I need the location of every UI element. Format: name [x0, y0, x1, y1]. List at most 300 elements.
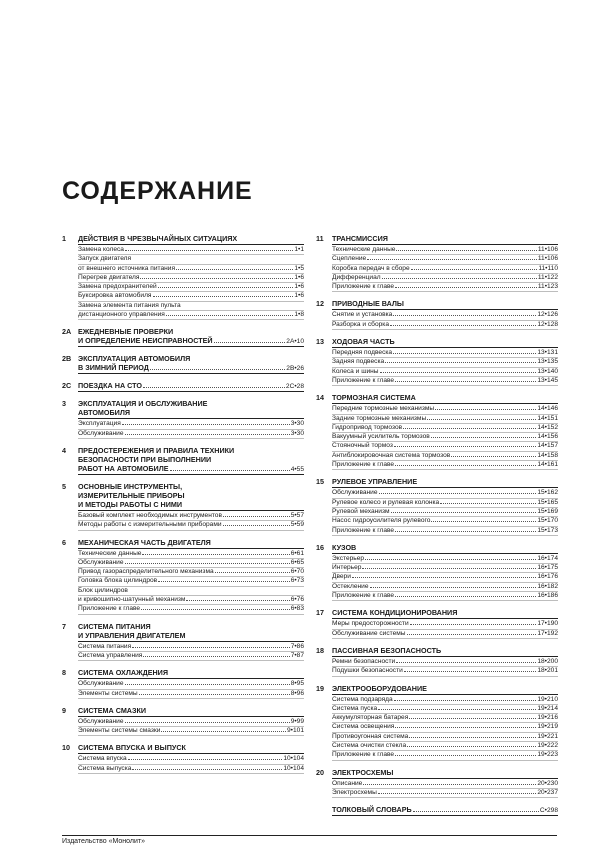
dot-leader	[394, 446, 536, 447]
section-number: 15	[316, 477, 324, 487]
toc-entry	[332, 789, 558, 798]
toc-entry-page: 18•200	[537, 657, 558, 665]
toc-section	[62, 538, 304, 615]
toc-entry-label: Рулевой механизм	[332, 507, 390, 515]
section-heading-line: СИСТЕМА КОНДИЦИОНИРОВАНИЯ	[332, 608, 458, 618]
toc-entry-page: 15•173	[537, 526, 558, 534]
toc-entry-label: Противоугонная система	[332, 732, 409, 740]
dot-leader	[166, 315, 293, 316]
section-heading	[78, 668, 304, 679]
dot-leader	[125, 250, 293, 251]
toc-entry	[78, 718, 304, 727]
section-number: 10	[62, 743, 70, 753]
toc-entry-label: Элементы системы смазки	[78, 727, 161, 735]
toc-entry	[332, 564, 558, 573]
toc-entry-page: 11•110	[538, 264, 558, 272]
section-heading-line: БЕЗОПАСНОСТИ ПРИ ВЫПОЛНЕНИИ	[78, 454, 212, 464]
section-heading-line: ЭКСПЛУАТАЦИЯ АВТОМОБИЛЯ	[78, 354, 191, 364]
toc-entry	[332, 349, 558, 358]
toc-entry-label: Разборка и сборка	[332, 320, 389, 328]
page-title: СОДЕРЖАНИЕ	[62, 177, 253, 205]
section-heading-line: ДЕЙСТВИЯ В ЧРЕЗВЫЧАЙНЫХ СИТУАЦИЯХ	[78, 234, 238, 243]
toc-entry	[78, 430, 304, 439]
toc-entry-page: 1•6	[294, 292, 304, 300]
toc-entry-page: 19•216	[537, 714, 558, 722]
section-heading	[78, 622, 304, 642]
toc-section	[62, 743, 304, 774]
dot-leader	[395, 755, 536, 756]
toc-entry-page: 6•76	[290, 596, 304, 604]
toc-entry-label: Электросхемы	[332, 788, 377, 796]
toc-entry-page: 16•186	[537, 592, 558, 600]
toc-entry-page: 11•106	[537, 255, 558, 263]
toc-entry-label: Колеса и шины	[332, 367, 379, 375]
toc-entry-page: 16•174	[537, 554, 558, 562]
toc-entry-label: Эксплуатация	[78, 420, 121, 428]
dot-leader	[176, 269, 293, 270]
section-number: 13	[316, 337, 324, 347]
toc-section	[316, 646, 558, 677]
toc-entry	[332, 696, 558, 705]
toc-entry-page: 16•182	[537, 582, 558, 590]
toc-section	[316, 337, 558, 386]
toc-entry	[332, 442, 558, 451]
section-heading-text: ПОЕЗДКА НА СТО	[78, 381, 142, 391]
toc-entry-label: Сцепление	[332, 255, 367, 263]
section-number: 16	[316, 542, 324, 552]
toc-entry-page: 12•126	[537, 311, 558, 319]
toc-section	[316, 234, 558, 292]
toc-entry-page: 6•70	[290, 568, 304, 576]
toc-entry	[78, 292, 304, 301]
dot-leader	[140, 278, 293, 279]
section-heading	[332, 608, 558, 619]
toc-entry-label: Рулевое колесо и рулевая колонка	[332, 498, 440, 506]
toc-entry-page: 16•175	[537, 564, 558, 572]
section-number: 17	[316, 608, 324, 618]
toc-entry-label: Обслуживание	[78, 680, 124, 688]
section-number: 2C	[62, 381, 72, 391]
dot-leader	[161, 731, 286, 732]
dot-leader	[391, 512, 537, 513]
toc-entry-page: 14•158	[537, 451, 558, 459]
toc-entry	[78, 652, 304, 661]
toc-entry-page: 13•131	[537, 349, 558, 357]
toc-entry-page: 15•170	[537, 517, 558, 525]
toc-entry-page: 7•86	[290, 642, 304, 650]
toc-entry-page: 19•210	[537, 695, 558, 703]
toc-entry-page: 11•122	[537, 273, 558, 281]
toc-entry	[332, 489, 558, 498]
dot-leader	[186, 600, 289, 601]
dot-leader	[141, 609, 290, 610]
toc-section	[62, 706, 304, 737]
dot-leader	[365, 559, 536, 560]
toc-entry-page: 6•65	[290, 558, 304, 566]
toc-entry-label: Элементы системы	[78, 689, 138, 697]
section-heading-line: АВТОМОБИЛЯ	[78, 408, 131, 418]
section-heading-line: СИСТЕМА СМАЗКИ	[78, 705, 147, 715]
toc-entry-page: 9•101	[287, 727, 304, 735]
toc-entry-page: 13•135	[537, 358, 558, 366]
dot-leader	[385, 362, 536, 363]
toc-entry-page: 19•219	[537, 723, 558, 731]
toc-entry	[332, 658, 558, 667]
toc-entry-text: Запуск двигателя	[78, 255, 304, 264]
toc-entry-label: Технические данные	[332, 246, 396, 253]
dot-leader	[413, 811, 539, 812]
toc-entry	[332, 377, 558, 386]
toc-entry-label: Система выпуска	[78, 764, 132, 772]
dot-leader	[407, 634, 537, 635]
section-heading-line: СИСТЕМА ОХЛАЖДЕНИЯ	[78, 668, 169, 678]
dot-leader	[435, 409, 536, 410]
toc-entry-label: Система очистки стекла	[332, 741, 407, 749]
toc-entry-label: Гидропривод тормозов	[332, 423, 403, 431]
toc-entry-page: 14•151	[537, 414, 558, 422]
section-number: 11	[316, 234, 324, 243]
section-heading-line: МЕХАНИЧЕСКАЯ ЧАСТЬ ДВИГАТЕЛЯ	[78, 537, 211, 547]
toc-entry-label: Антиблокировочная система тормозов	[332, 451, 451, 459]
section-heading-text: И ОПРЕДЕЛЕНИЕ НЕИСПРАВНОСТЕЙ	[78, 336, 213, 346]
toc-entry	[332, 358, 558, 367]
section-number: 14	[316, 393, 324, 403]
toc-entry-page: 11•123	[537, 283, 558, 291]
toc-entry-page: 17•192	[537, 629, 558, 637]
toc-entry	[332, 555, 558, 564]
toc-entry-label: Остекление	[332, 582, 369, 590]
toc-entry-label: Методы работы с измерительными приборами	[78, 521, 222, 529]
toc-entry-label: Снятие и установка	[332, 311, 393, 319]
dot-leader	[223, 516, 290, 517]
dot-leader	[215, 572, 290, 573]
toc-column-right	[316, 234, 558, 823]
toc-entry-page: 16•176	[537, 573, 558, 581]
toc-entry-page: 1•5	[294, 264, 304, 272]
dot-leader	[158, 581, 290, 582]
toc-entry	[332, 667, 558, 676]
section-heading	[78, 706, 304, 717]
toc-entry	[332, 733, 558, 742]
dot-leader	[170, 470, 290, 471]
toc-entry-label: Задняя подвеска	[332, 358, 385, 366]
toc-entry	[78, 265, 304, 274]
toc-entry-label: Приложение к главе	[78, 605, 141, 613]
toc-entry	[78, 521, 304, 530]
toc-entry	[332, 705, 558, 714]
section-heading-line: ПРЕДОСТЕРЕЖЕНИЯ И ПРАВИЛА ТЕХНИКИ	[78, 445, 235, 455]
dot-leader	[125, 434, 290, 435]
toc-entry-label: Аккумуляторная батарея	[332, 714, 409, 722]
toc-entry-label: Система впуска	[78, 755, 127, 763]
toc-entry	[332, 573, 558, 582]
toc-entry	[332, 517, 558, 526]
toc-section	[62, 622, 304, 662]
section-heading	[332, 234, 558, 245]
dot-leader	[395, 596, 536, 597]
toc-entry	[332, 461, 558, 470]
toc-entry	[332, 508, 558, 517]
dot-leader	[125, 563, 290, 564]
toc-section	[62, 234, 304, 320]
toc-entry-label: Стояночный тормоз	[332, 442, 393, 450]
toc-entry-page: 14•156	[537, 433, 558, 441]
toc-entry	[78, 596, 304, 605]
toc-entry-page: 19•222	[537, 741, 558, 749]
toc-entry-label: и кривошипно-шатунный механизм	[78, 596, 186, 604]
dot-leader	[390, 325, 536, 326]
section-heading	[78, 234, 304, 245]
section-page: 2C•28	[285, 383, 304, 391]
toc-entry-page: 6•61	[290, 549, 304, 557]
dot-leader	[139, 694, 290, 695]
section-number: 2A	[62, 327, 72, 337]
toc-entry-page: 12•128	[537, 320, 558, 328]
toc-entry	[78, 765, 304, 774]
toc-section	[62, 327, 304, 347]
section-page: 2B•26	[286, 365, 304, 373]
dot-leader	[158, 287, 294, 288]
toc-entry-page: 20•237	[537, 788, 558, 796]
toc-entry-page: 5•59	[290, 521, 304, 529]
toc-entry-page: 15•169	[537, 507, 558, 515]
section-heading-line: ТОРМОЗНАЯ СИСТЕМА	[332, 393, 416, 403]
toc-entry-label: Ремни безопасности	[332, 657, 396, 665]
section-heading	[332, 337, 558, 348]
toc-entry-label: Перегрев двигателя	[78, 273, 140, 281]
toc-entry-label: Система пуска	[332, 704, 378, 712]
section-heading-line: ЭЛЕКТРОСХЕМЫ	[332, 767, 394, 777]
toc-section	[316, 299, 558, 330]
dot-leader	[393, 315, 536, 316]
dot-leader	[440, 503, 536, 504]
toc-entry-label: Дифференциал	[332, 273, 381, 281]
dot-leader	[409, 718, 536, 719]
dot-leader	[410, 624, 537, 625]
toc-entry-page: 10•104	[283, 755, 304, 763]
toc-entry-label: дистанционного управления	[78, 311, 165, 319]
toc-entry-label: Базовый комплект необходимых инструментов	[78, 511, 222, 519]
section-heading-text: В ЗИМНИЙ ПЕРИОД	[78, 363, 149, 373]
toc-column-left	[62, 234, 304, 781]
toc-entry-page: 14•161	[537, 461, 558, 469]
dot-leader	[407, 746, 536, 747]
toc-section	[62, 399, 304, 439]
section-number: 19	[316, 683, 324, 693]
dot-leader	[396, 250, 536, 251]
section-heading	[332, 684, 558, 695]
toc-entry	[78, 577, 304, 586]
section-number: 2B	[62, 354, 72, 364]
toc-entry-page: 6•83	[290, 605, 304, 613]
toc-entry	[332, 527, 558, 536]
toc-entry	[332, 630, 558, 639]
toc-section	[62, 668, 304, 699]
toc-section	[316, 768, 558, 799]
toc-entry-label: Замена предохранителей	[78, 283, 157, 291]
toc-entry-page: 1•6	[294, 283, 304, 291]
toc-entry	[332, 321, 558, 330]
section-heading-line: СИСТЕМА ПИТАНИЯ	[78, 621, 151, 631]
dot-leader	[427, 419, 536, 420]
toc-entry	[332, 714, 558, 723]
toc-section	[62, 446, 304, 475]
section-heading-line: ХОДОВАЯ ЧАСТЬ	[332, 337, 395, 347]
dot-leader	[395, 531, 536, 532]
toc-entry	[78, 643, 304, 652]
toc-entry-label: Задние тормозные механизмы	[332, 414, 427, 422]
toc-entry-page: 9•99	[290, 717, 304, 725]
section-heading-line: РУЛЕВОЕ УПРАВЛЕНИЕ	[332, 477, 418, 487]
dot-leader	[382, 278, 537, 279]
section-heading-line: КУЗОВ	[332, 542, 357, 552]
dot-leader	[380, 372, 537, 373]
toc-entry-page: 13•145	[537, 376, 558, 384]
dot-leader	[393, 353, 536, 354]
toc-entry	[78, 680, 304, 689]
toc-entry-page: 14•152	[537, 423, 558, 431]
toc-entry	[332, 592, 558, 601]
section-heading-line: И МЕТОДЫ РАБОТЫ С НИМИ	[78, 499, 183, 509]
toc-entry	[332, 723, 558, 732]
toc-entry-page: 19•223	[537, 751, 558, 759]
toc-entry-label: Меры предосторожности	[332, 620, 409, 628]
toc-entry-label: Приложение к главе	[332, 751, 395, 759]
toc-entry	[78, 605, 304, 614]
section-heading-line	[78, 464, 304, 475]
toc-entry-label: Передняя подвеска	[332, 349, 393, 357]
toc-entry-label: Обслуживание	[78, 717, 124, 725]
toc-entry	[332, 255, 558, 264]
toc-entry-label: Головка блока цилиндров	[78, 577, 158, 585]
section-number: 5	[62, 481, 66, 491]
toc-entry-page: 18•201	[537, 667, 558, 675]
toc-entry-label: Приложение к главе	[332, 592, 395, 600]
section-heading	[332, 646, 558, 657]
toc-section	[316, 684, 558, 761]
toc-entry	[78, 420, 304, 429]
dot-leader	[153, 296, 294, 297]
toc-entry-page: 3•30	[290, 429, 304, 437]
dot-leader	[395, 287, 537, 288]
toc-entry-label: Двери	[332, 573, 351, 581]
section-heading-line: ТРАНСМИССИЯ	[332, 234, 388, 243]
toc-entry	[78, 727, 304, 736]
section-number: 7	[62, 621, 66, 631]
dot-leader	[378, 709, 536, 710]
dot-leader	[223, 525, 290, 526]
section-heading-line	[78, 363, 304, 374]
section-heading	[78, 743, 304, 754]
toc-entry-label: Обслуживание системы	[332, 629, 406, 637]
toc-entry-label: Система подзаряда	[332, 695, 393, 703]
dot-leader	[395, 381, 536, 382]
section-heading-line	[78, 336, 304, 347]
toc-entry-label: Замена колеса	[78, 246, 124, 253]
toc-entry	[78, 274, 304, 283]
toc-entry-label: Приложение к главе	[332, 283, 395, 291]
toc-entry	[332, 620, 558, 629]
section-heading-line: ИЗМЕРИТЕЛЬНЫЕ ПРИБОРЫ	[78, 490, 185, 500]
section-number: 12	[316, 299, 324, 309]
dot-leader	[122, 424, 290, 425]
toc-entry	[332, 751, 558, 760]
dot-leader	[411, 269, 538, 270]
section-heading	[332, 393, 558, 404]
toc-entry-label: от внешнего источника питания	[78, 264, 176, 272]
toc-entry-page: 19•221	[537, 732, 558, 740]
toc-entry	[78, 690, 304, 699]
toc-entry	[332, 452, 558, 461]
section-number: 9	[62, 705, 66, 715]
dot-leader	[379, 493, 537, 494]
dot-leader	[362, 568, 536, 569]
toc-entry	[332, 583, 558, 592]
dot-leader	[403, 428, 536, 429]
section-number: 8	[62, 668, 66, 678]
dot-leader	[409, 737, 536, 738]
dot-leader	[431, 437, 537, 438]
section-heading-line: СИСТЕМА ВПУСКА И ВЫПУСК	[78, 743, 186, 753]
section-heading	[332, 768, 558, 779]
toc-entry	[78, 246, 304, 255]
toc-entry	[78, 311, 304, 320]
toc-entry-label: Система управления	[78, 651, 143, 659]
dot-leader	[125, 684, 290, 685]
toc-entry-page: 1•6	[294, 273, 304, 281]
toc-entry-label: Передние тормозные механизмы	[332, 405, 435, 413]
dot-leader	[431, 521, 536, 522]
toc-entry-label: Обслуживание	[78, 429, 124, 437]
section-heading-text: РАБОТ НА АВТОМОБИЛЕ	[78, 463, 169, 473]
toc-section	[62, 381, 304, 392]
toc-entry-label: Описание	[332, 779, 363, 787]
dot-leader	[367, 259, 537, 260]
dot-leader	[370, 587, 537, 588]
section-heading-line: ЭКСПЛУАТАЦИЯ И ОБСЛУЖИВАНИЕ	[78, 399, 208, 409]
toc-entry-page: 8•96	[290, 689, 304, 697]
toc-entry-page: 10•104	[283, 764, 304, 772]
section-number: 3	[62, 399, 66, 409]
section-number: 1	[62, 234, 66, 243]
toc-entry-page: 17•190	[537, 620, 558, 628]
toc-entry-label: Система освещения	[332, 723, 395, 731]
dot-leader	[394, 700, 537, 701]
dot-leader	[395, 727, 536, 728]
toc-entry-label: Привод газораспределительного механизма	[78, 568, 214, 576]
toc-entry-label: Подушки безопасности	[332, 667, 403, 675]
toc-entry-page: 8•95	[290, 680, 304, 688]
section-page: 4•55	[290, 465, 304, 473]
toc-entry-text: Блок цилиндров	[78, 587, 304, 596]
toc-entry-page: 15•165	[537, 498, 558, 506]
section-heading-line: И УПРАВЛЕНИЯ ДВИГАТЕЛЕМ	[78, 630, 186, 640]
toc-entry-page: 14•157	[537, 442, 558, 450]
section-heading-line: ПАССИВНАЯ БЕЗОПАСНОСТЬ	[332, 645, 442, 655]
dot-leader	[142, 554, 289, 555]
footer-publisher: Издательство «Монолит»	[62, 835, 557, 845]
toc-section	[316, 477, 558, 535]
dot-leader	[214, 342, 286, 343]
toc-entry	[78, 755, 304, 764]
dot-leader	[395, 465, 536, 466]
section-heading	[78, 482, 304, 511]
dot-leader	[451, 456, 536, 457]
toc-entry-label: Обслуживание	[78, 558, 124, 566]
toc-entry	[332, 246, 558, 255]
toc-entry	[332, 265, 558, 274]
toc-entry-label: Приложение к главе	[332, 376, 395, 384]
